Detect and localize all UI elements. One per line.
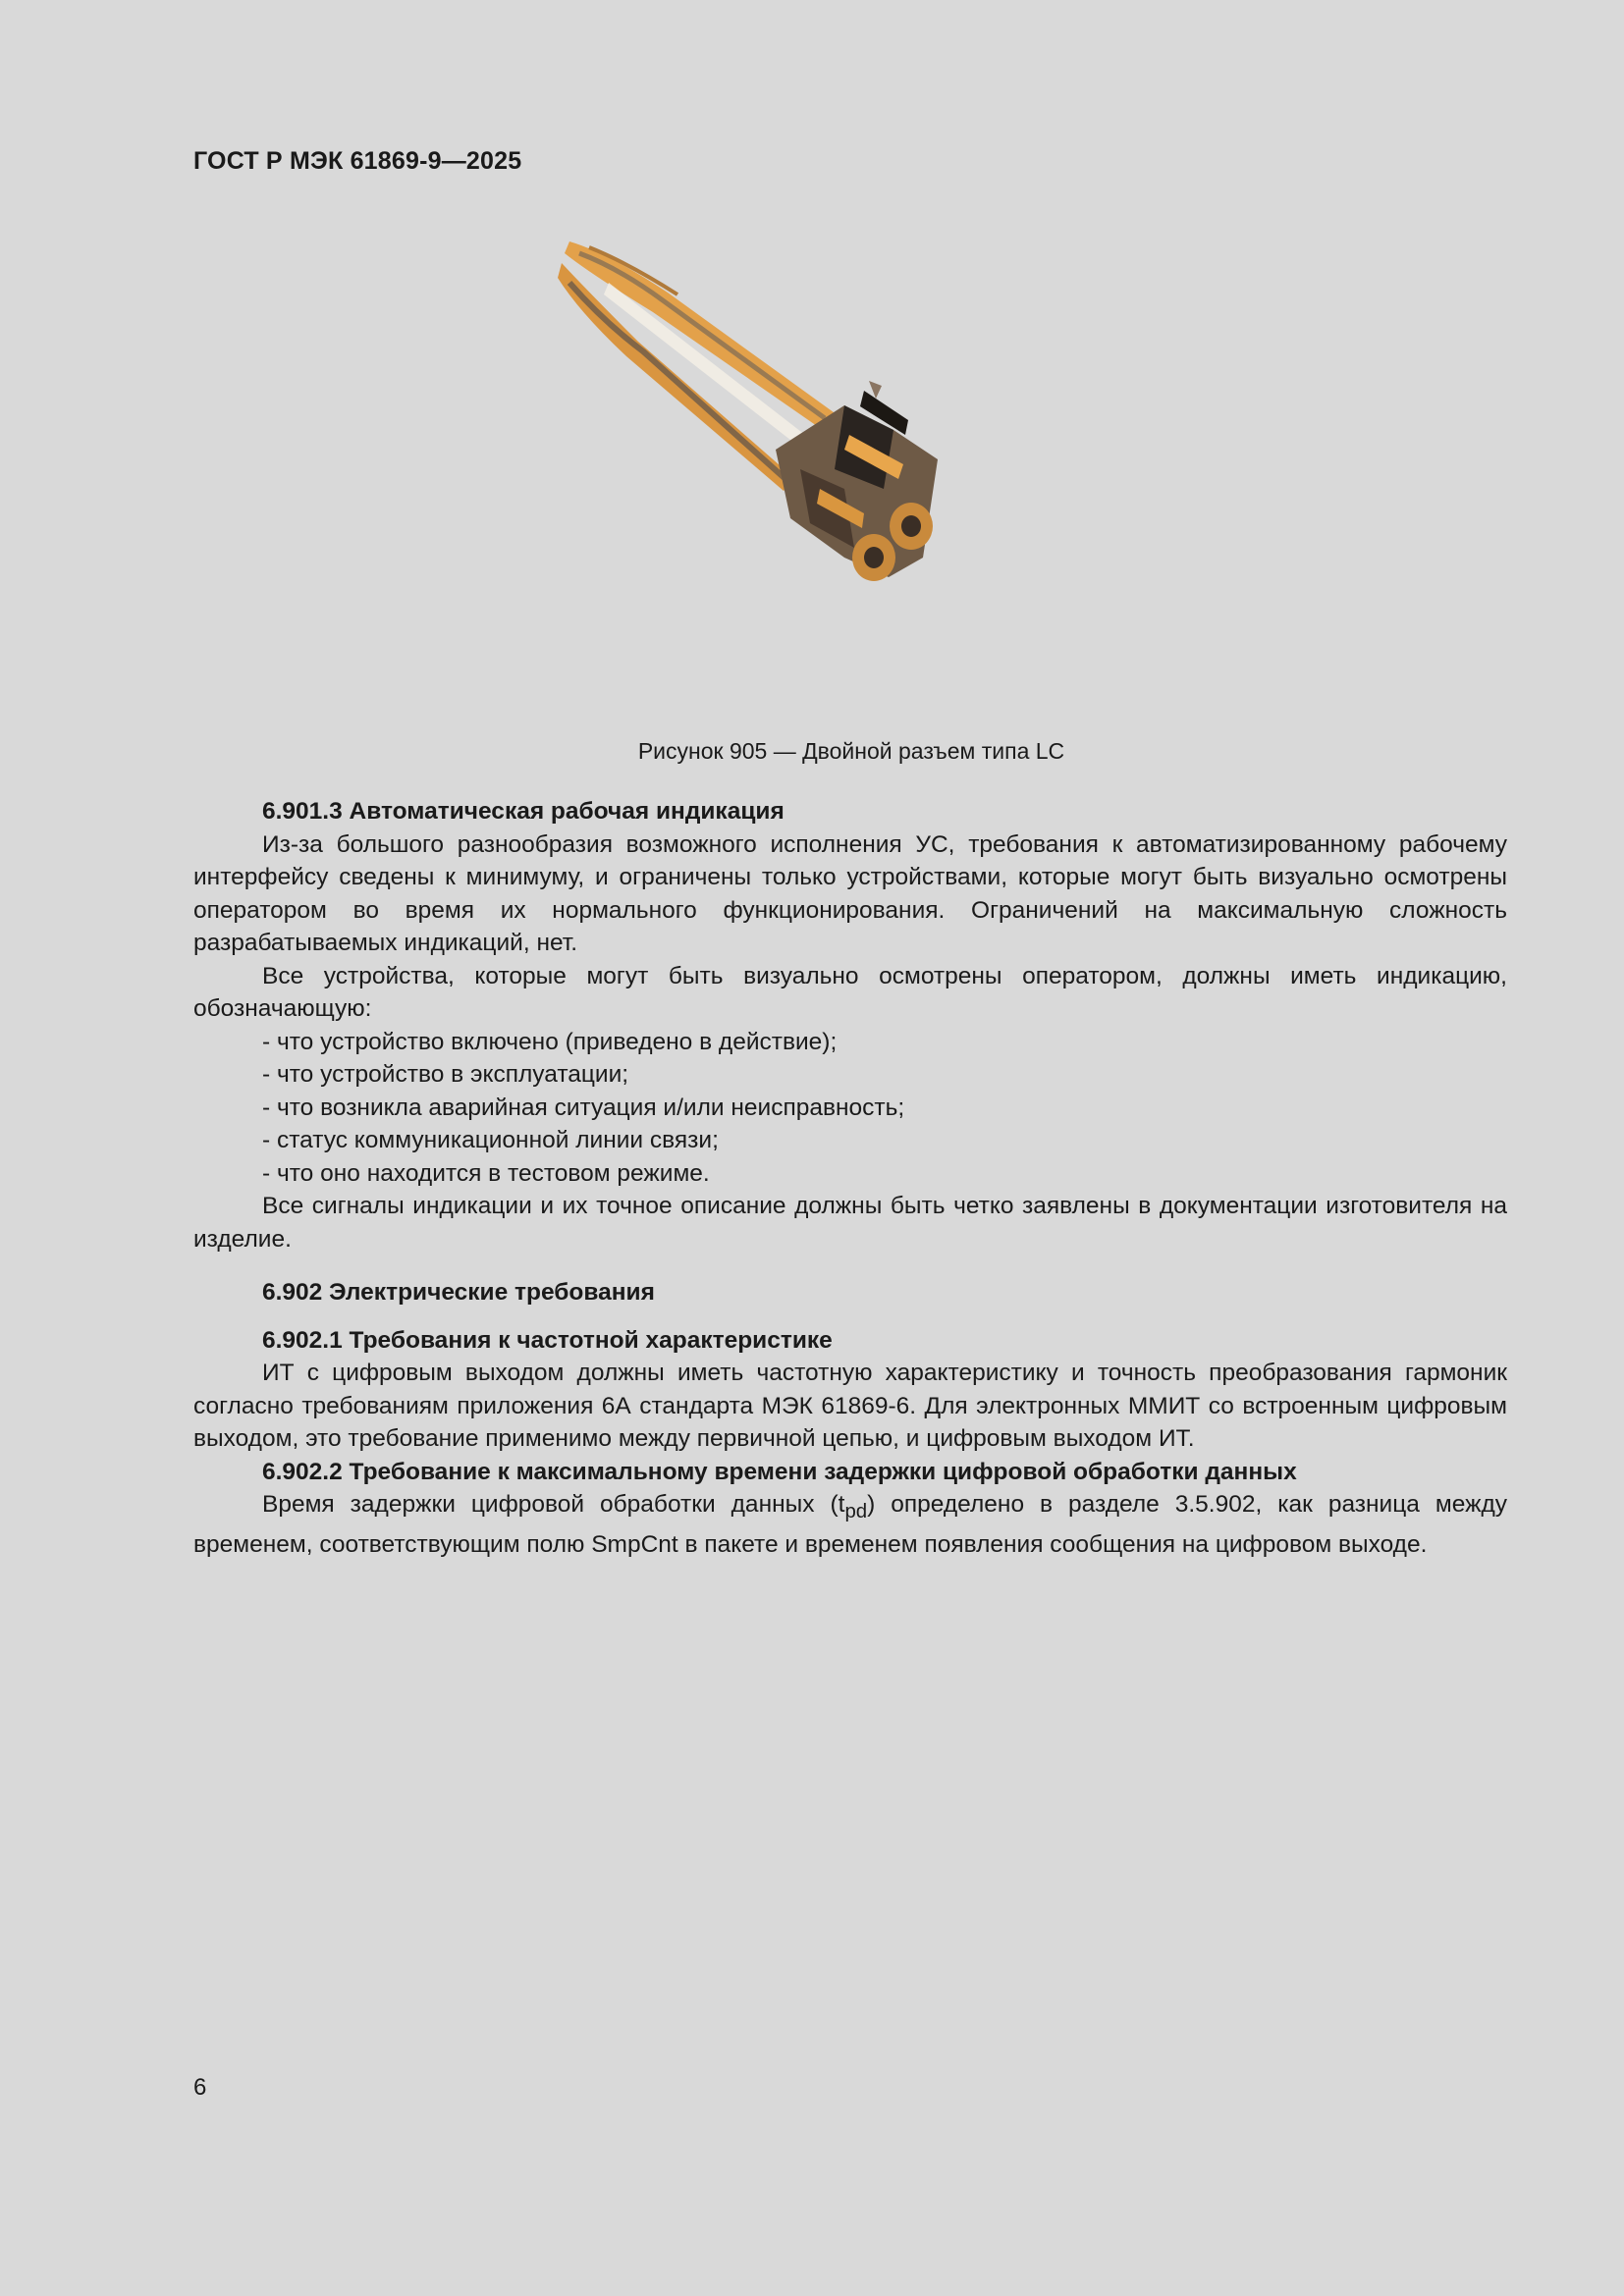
- section-heading-6-902: 6.902 Электрические требования: [262, 1279, 655, 1306]
- list-item: - что устройство в эксплуатации;: [262, 1058, 1507, 1092]
- figure-caption: Рисунок 905 — Двойной разъем типа LC: [637, 738, 1065, 764]
- lc-connector-image: [550, 234, 1100, 685]
- list-item: - что возникла аварийная ситуация и/или неисправность;: [262, 1092, 1507, 1125]
- list-item: - что оно находится в тестовом режиме.: [262, 1157, 1507, 1191]
- paragraph: ИТ с цифровым выходом должны иметь частотную характеристику и точность преобразования гармоник согласно требованиям приложения 6А стандарта МЭК 61869-6. Для электронных ММИТ со встроенным цифровым выходом, это требование применимо между первичной цепью, и цифровым выходом ИТ.: [193, 1360, 1507, 1452]
- indication-list: [193, 1026, 1507, 1191]
- document-header: ГОСТ Р МЭК 61869-9—2025: [193, 147, 522, 175]
- paragraph: Все устройства, которые могут быть визуально осмотрены оператором, должны иметь индикацию, обозначающую:: [193, 962, 1507, 1022]
- list-item: - что устройство включено (приведено в действие);: [262, 1026, 1507, 1059]
- paragraph: Из-за большого разнообразия возможного исполнения УС, требования к автоматизированному рабочему интерфейсу сведены к минимуму, и ограничены только устройствами, которые могут быть визуально осмотрены оператором во время их нормального функционирования. Ограничений на максимальную сложность разрабатываемых индикаций, нет.: [193, 830, 1507, 956]
- paragraph-with-subscript: [193, 1488, 1507, 1562]
- page-number: 6: [193, 2074, 207, 2101]
- text-run: Время задержки цифровой обработки данных (t: [262, 1491, 845, 1518]
- section-heading-6-902-2: 6.902.2 Требование к максимальному времени задержки цифровой обработки данных: [262, 1458, 1297, 1485]
- document-body: [193, 795, 1507, 1562]
- subscript: pd: [844, 1500, 868, 1522]
- text-run: ) определено в разделе 3.5.902, как разница между временем, соответствующим полю SmpCnt в пакете и временем появления сообщения на цифровом выходе.: [193, 1491, 1508, 1559]
- paragraph: Все сигналы индикации и их точное описание должны быть четко заявлены в документации изготовителя на изделие.: [193, 1193, 1507, 1253]
- section-heading-6-901-3: 6.901.3 Автоматическая рабочая индикация: [262, 798, 785, 825]
- section-heading-6-902-1: 6.902.1 Требования к частотной характеристике: [262, 1326, 833, 1354]
- lc-duplex-connector-figure: [550, 234, 1100, 685]
- list-item: - статус коммуникационной линии связи;: [262, 1124, 1507, 1157]
